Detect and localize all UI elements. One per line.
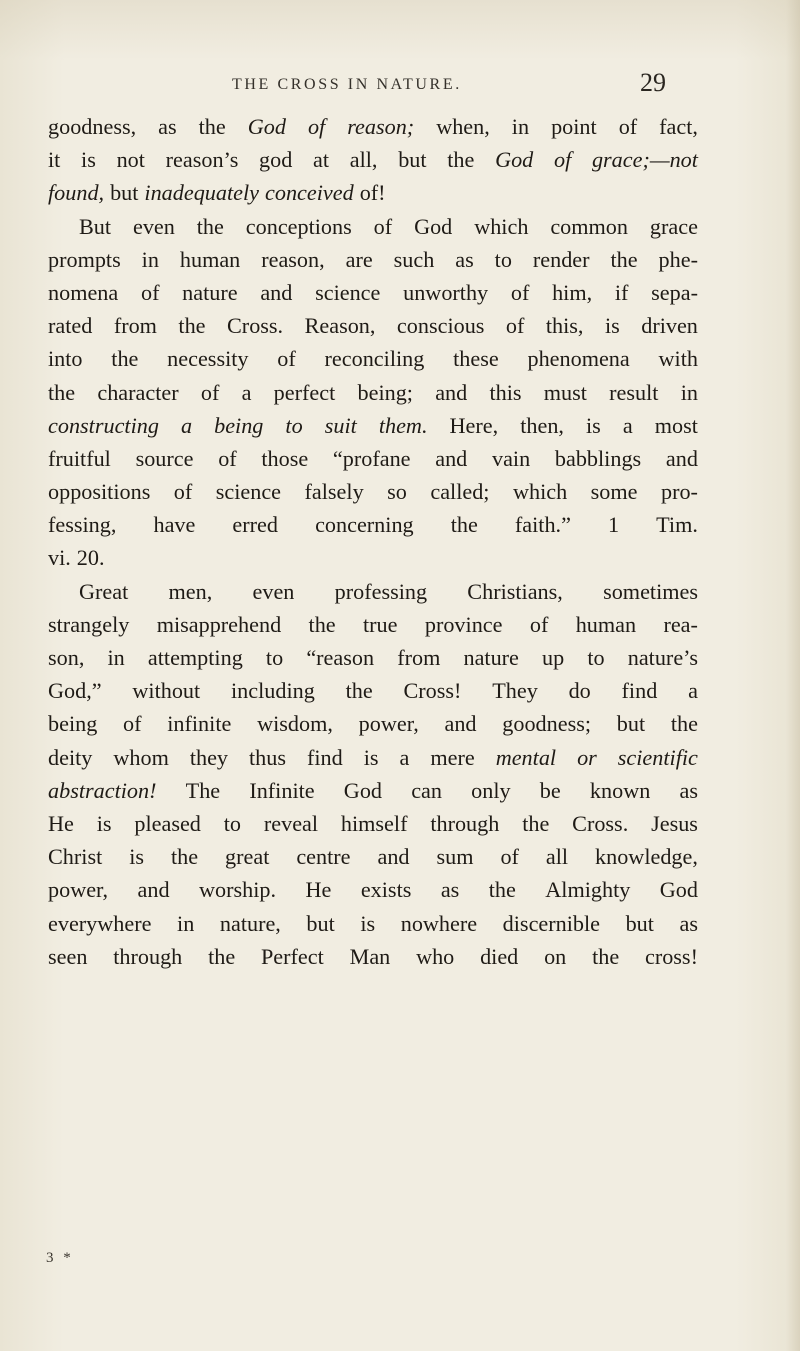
text-line: fruitful source of those “profane and vain babblings and	[48, 445, 698, 471]
text-line: power, and worship. He exists as the Almighty God	[48, 877, 698, 903]
text-line: God,” without including the Cross! They do find a	[48, 678, 698, 704]
text-line: seen through the Perfect Man who died on the cross!	[48, 943, 698, 969]
text-line: everywhere in nature, but is nowhere discernible but as	[48, 910, 698, 936]
text-line: rated from the Cross. Reason, conscious of this, is driven	[48, 313, 698, 339]
text-line: nomena of nature and science unworthy of him, if sepa-	[48, 279, 698, 305]
text-line: prompts in human reason, are such as to render the phe-	[48, 246, 698, 272]
body-text	[48, 110, 698, 973]
text-line: into the necessity of reconciling these phenomena with	[48, 346, 698, 372]
text-line: the character of a perfect being; and this must result in	[48, 379, 698, 405]
text-line: being of infinite wisdom, power, and goodness; but the	[48, 711, 698, 737]
text-line: son, in attempting to “reason from nature up to nature’s	[48, 645, 698, 670]
text-line: found, but inadequately conceived of!	[48, 180, 386, 206]
text-line: vi. 20.	[48, 545, 105, 571]
running-head	[0, 62, 800, 102]
running-title: THE CROSS IN NATURE.	[232, 76, 462, 93]
text-line: deity whom they thus find is a mere mental or scientific	[48, 744, 698, 770]
text-line: Christ is the great centre and sum of all knowledge,	[48, 844, 698, 870]
text-line: He is pleased to reveal himself through the Cross. Jesus	[48, 810, 698, 836]
text-line: oppositions of science falsely so called; which some pro-	[48, 479, 698, 505]
page-edge-shadow	[786, 0, 800, 1351]
signature-mark: 3 *	[46, 1250, 74, 1266]
text-line: strangely misapprehend the true province of human rea-	[48, 611, 698, 637]
text-line: it is not reason’s god at all, but the God of grace;—not	[48, 147, 698, 173]
text-line: But even the conceptions of God which common grace	[79, 213, 698, 239]
page-number: 29	[640, 68, 666, 97]
text-line: constructing a being to suit them. Here, then, is a most	[48, 412, 698, 438]
text-line: Great men, even professing Christians, sometimes	[79, 578, 698, 604]
text-line: goodness, as the God of reason; when, in point of fact,	[48, 114, 698, 139]
text-line: abstraction! The Infinite God can only be known as	[48, 777, 698, 803]
text-line: fessing, have erred concerning the faith.” 1 Tim.	[48, 512, 698, 538]
